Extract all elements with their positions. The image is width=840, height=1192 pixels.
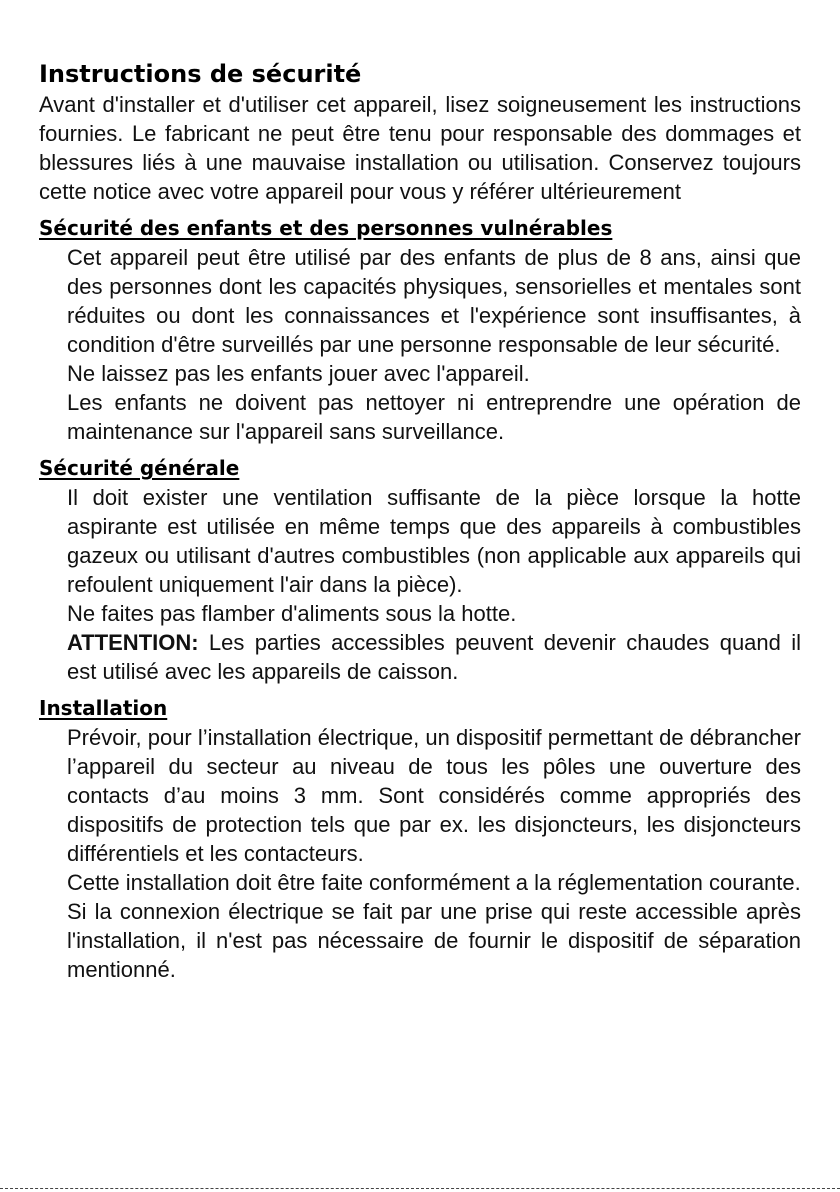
section-heading-general-safety: Sécurité générale (39, 456, 240, 480)
paragraph-children-cleaning: Les enfants ne doivent pas nettoyer ni entreprendre une opération de maintenance sur l'appareil sans surveillance. (67, 390, 801, 444)
section-general-safety (39, 455, 801, 686)
page-title: Instructions de sécurité (39, 60, 362, 88)
warning-label: ATTENTION: (67, 630, 199, 655)
section-heading-installation: Installation (39, 696, 168, 720)
paragraph-children-usage: Cet appareil peut être utilisé par des enfants de plus de 8 ans, ainsi que des personnes dont les capacités physiques, sensorielles et mentales sont réduites ou dont les connaissances et l'expérience sont insuffisantes, à condition d'être surveillés par une personne responsable de leur sécurité. (67, 245, 801, 357)
paragraph-regulations: Cette installation doit être faite conformément a la réglementation courante. (67, 870, 801, 895)
section-heading-children-safety: Sécurité des enfants et des personnes vulnérables (39, 216, 613, 240)
document-page (39, 58, 801, 984)
paragraph-children-play: Ne laissez pas les enfants jouer avec l'appareil. (67, 361, 530, 386)
paragraph-ventilation: Il doit exister une ventilation suffisante de la pièce lorsque la hotte aspirante est utilisée en même temps que des appareils à combustibles gazeux ou utilisant d'autres combustibles (non applicable aux appareils qui refoulent uniquement l'air dans la pièce). (67, 485, 801, 597)
intro-paragraph: Avant d'installer et d'utiliser cet appareil, lisez soigneusement les instructions fournies. Le fabricant ne peut être tenu pour responsable des dommages et blessures liés à une mauvaise installation ou utilisation. Conservez toujours cette notice avec votre appareil pour vous y référer ultérieurement (39, 92, 801, 204)
warning-text: Les parties accessibles peuvent devenir chaudes quand il est utilisé avec les appareils de caisson. (67, 630, 801, 684)
paragraph-no-flambe: Ne faites pas flamber d'aliments sous la hotte. (67, 601, 517, 626)
paragraph-warning (67, 628, 801, 686)
paragraph-plug-connection: Si la connexion électrique se fait par une prise qui reste accessible après l'installation, il n'est pas nécessaire de fournir le dispositif de séparation mentionné. (67, 899, 801, 982)
section-children-safety (39, 215, 801, 446)
page-bottom-divider (0, 1188, 840, 1189)
paragraph-disconnect-device: Prévoir, pour l’installation électrique, un dispositif permettant de débrancher l’appareil du secteur au niveau de tous les pôles une ouverture des contacts d’au moins 3 mm. Sont considérés comme appropriés des dispositifs de protection tels que par ex. les disjoncteurs, les disjoncteurs différentiels et les contacteurs. (67, 725, 801, 866)
section-installation (39, 695, 801, 984)
